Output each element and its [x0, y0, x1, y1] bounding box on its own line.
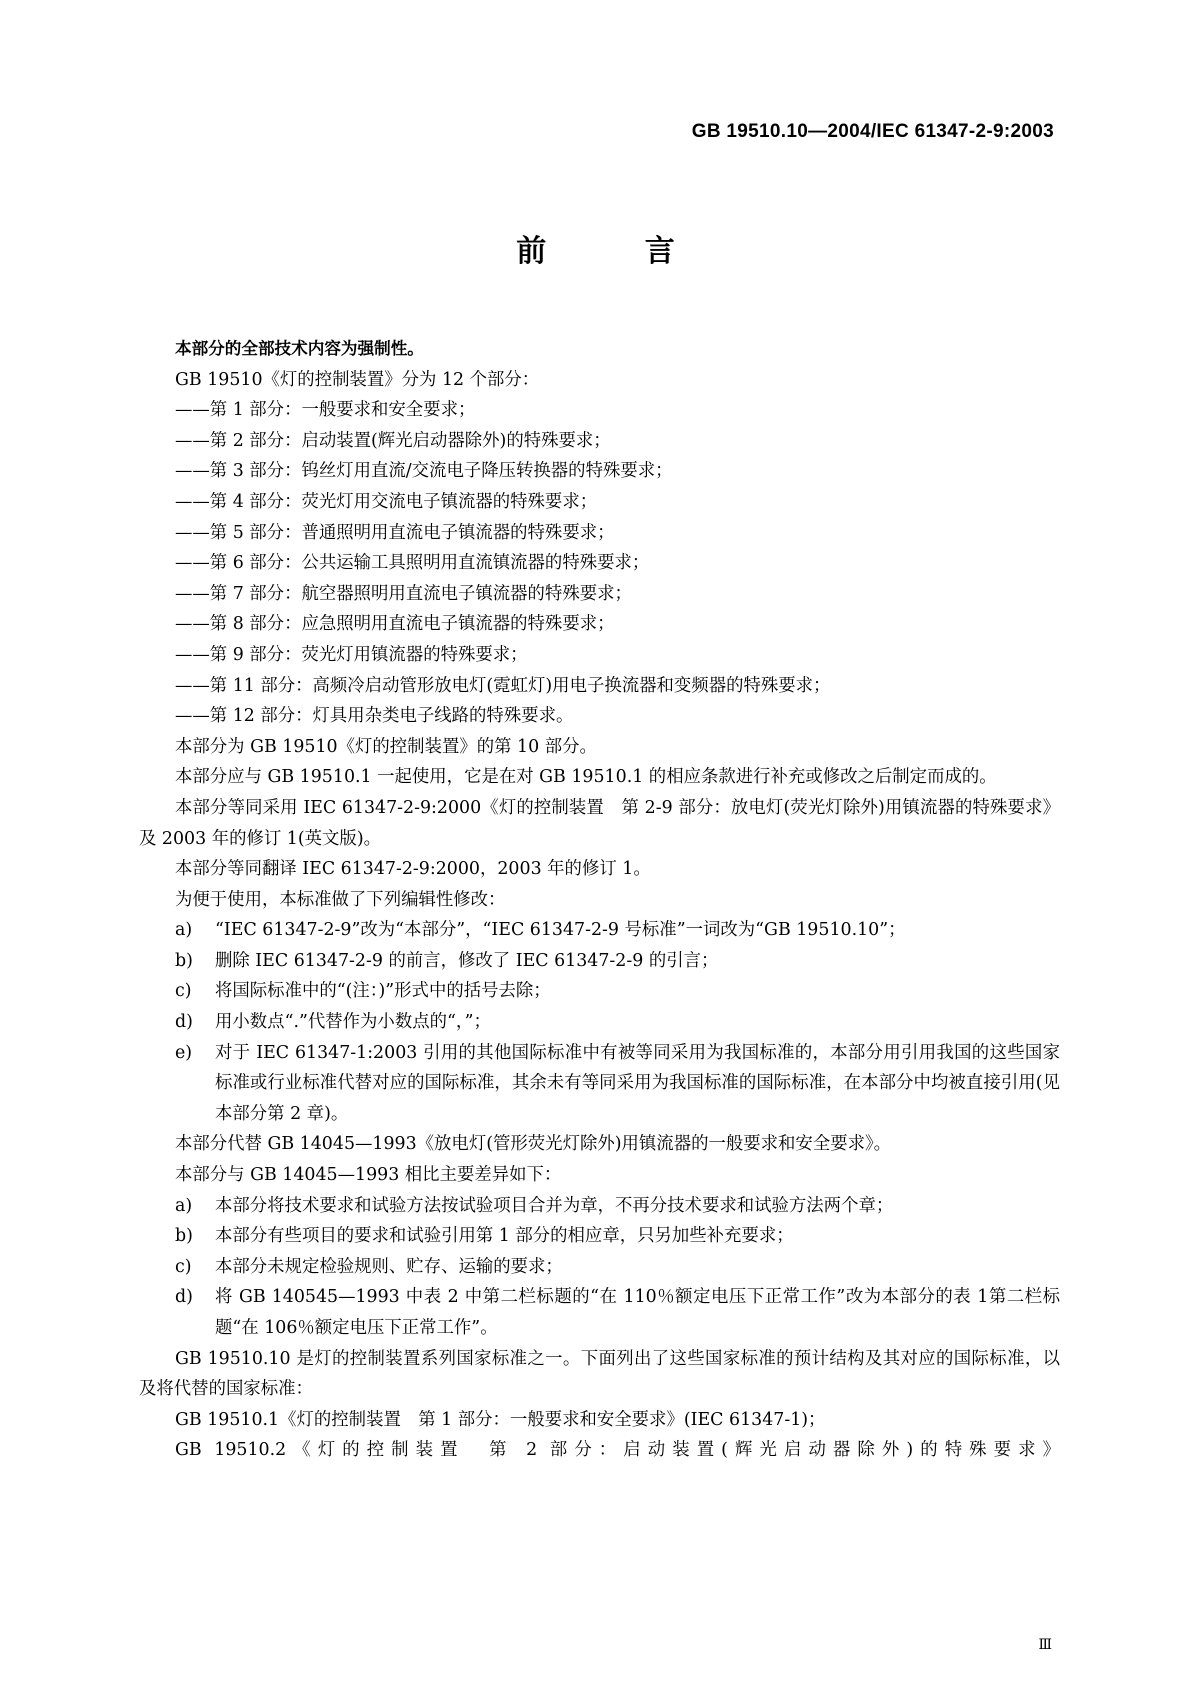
- edit-list-item: [139, 915, 1060, 946]
- list-text: 对于 IEC 61347-1:2003 引用的其他国际标准中有被等同采用为我国标准的，本部分用引用我国的这些国家标准或行业标准代替对应的国际标准，其余未有等同采用为我国标准的国际标准，在本部分中均被直接引用(见本部分第 2 章)。: [215, 1042, 1060, 1124]
- part-list-item: ——第 6 部分：公共运输工具照明用直流镇流器的特殊要求；: [175, 553, 650, 574]
- page-number: Ⅲ: [1038, 1637, 1052, 1653]
- part-list-item: ——第 9 部分：荧光灯用镇流器的特殊要求；: [175, 644, 528, 665]
- list-letter: d): [175, 1287, 193, 1308]
- diff-list-item: [139, 1221, 1060, 1252]
- list-letter: c): [175, 981, 192, 1002]
- part-list-item: ——第 5 部分：普通照明用直流电子镇流器的特殊要求；: [175, 522, 615, 543]
- diff-list-item: [139, 1282, 1060, 1343]
- edit-list-item: [139, 946, 1060, 977]
- diff-list-item: [139, 1191, 1060, 1222]
- part-list-item: ——第 12 部分：灯具用杂类电子线路的特殊要求。: [175, 706, 574, 727]
- part-list-item: ——第 11 部分：高频冷启动管形放电灯(霓虹灯)用电子换流器和变频器的特殊要求；: [175, 675, 831, 696]
- part-list-item: ——第 4 部分：荧光灯用交流电子镇流器的特殊要求；: [175, 491, 598, 512]
- list-letter: b): [175, 950, 193, 971]
- part-list-item: ——第 3 部分：钨丝灯用直流/交流电子降压转换器的特殊要求；: [175, 461, 673, 482]
- part-list-item: ——第 8 部分：应急照明用直流电子镇流器的特殊要求；: [175, 614, 615, 635]
- paragraph: GB 19510《灯的控制装置》分为 12 个部分：: [175, 369, 540, 390]
- paragraph: 本部分应与 GB 19510.1 一起使用，它是在对 GB 19510.1 的相应条款进行补充或修改之后制定而成的。: [175, 767, 997, 788]
- edit-list-item: [139, 976, 1060, 1007]
- paragraph: GB 19510.2《灯的控制装置 第 2 部分：启动装置(辉光启动器除外)的特殊要求》: [175, 1440, 1060, 1461]
- edit-list-item: [139, 1038, 1060, 1130]
- part-list-item: ——第 2 部分：启动装置(辉光启动器除外)的特殊要求；: [175, 430, 611, 451]
- list-text: “IEC 61347-2-9”改为“本部分”，“IEC 61347-2-9 号标准”一词改为“GB 19510.10”；: [215, 920, 906, 941]
- diff-list-item: [139, 1252, 1060, 1283]
- list-letter: b): [175, 1226, 193, 1247]
- part-list-item: ——第 1 部分：一般要求和安全要求；: [175, 400, 476, 421]
- list-letter: a): [175, 1195, 193, 1216]
- list-text: 本部分有些项目的要求和试验引用第 1 部分的相应章，只另加些补充要求；: [215, 1226, 794, 1247]
- list-text: 将 GB 140545—1993 中表 2 中第二栏标题的“在 110％额定电压下正常工作”改为本部分的表 1第二栏标题“在 106％额定电压下正常工作”。: [215, 1287, 1060, 1338]
- list-text: 将国际标准中的“(注：)”形式中的括号去除；: [215, 981, 551, 1002]
- list-letter: d): [175, 1012, 193, 1033]
- paragraph: 本部分与 GB 14045—1993 相比主要差异如下：: [175, 1165, 562, 1186]
- list-text: 本部分未规定检验规则、贮存、运输的要求；: [215, 1256, 563, 1277]
- paragraph: 本部分代替 GB 14045—1993《放电灯(管形荧光灯除外)用镇流器的一般要求和安全要求》。: [175, 1134, 892, 1155]
- paragraph: 为便于使用，本标准做了下列编辑性修改：: [175, 889, 506, 910]
- paragraph: 本部分等同采用 IEC 61347-2-9:2000《灯的控制装置 第 2-9 部分：放电灯(荧光灯除外)用镇流器的特殊要求》及 2003 年的修订 1(英文版)。: [139, 797, 1060, 849]
- page-title: 前 言: [516, 234, 719, 269]
- paragraph: 本部分为 GB 19510《灯的控制装置》的第 10 部分。: [175, 736, 597, 757]
- paragraph-mandatory: 本部分的全部技术内容为强制性。: [175, 339, 424, 358]
- document-header: GB 19510.10—2004/IEC 61347-2-9:2003: [691, 121, 1054, 142]
- list-letter: e): [175, 1042, 193, 1063]
- edit-list-item: [139, 1007, 1060, 1038]
- list-text: 删除 IEC 61347-2-9 的前言，修改了 IEC 61347-2-9 的引言；: [215, 950, 719, 971]
- list-text: 本部分将技术要求和试验方法按试验项目合并为章，不再分技术要求和试验方法两个章；: [215, 1195, 894, 1216]
- list-letter: c): [175, 1256, 192, 1277]
- paragraph: 本部分等同翻译 IEC 61347-2-9:2000，2003 年的修订 1。: [175, 859, 651, 880]
- list-letter: a): [175, 920, 193, 941]
- paragraph: GB 19510.10 是灯的控制装置系列国家标准之一。下面列出了这些国家标准的预计结构及其对应的国际标准，以及将代替的国家标准：: [139, 1348, 1060, 1400]
- paragraph: GB 19510.1《灯的控制装置 第 1 部分：一般要求和安全要求》(IEC 61347-1)；: [175, 1409, 826, 1430]
- foreword-body: [139, 334, 1060, 1466]
- list-text: 用小数点“.”代替作为小数点的“，”；: [215, 1012, 491, 1033]
- part-list-item: ——第 7 部分：航空器照明用直流电子镇流器的特殊要求；: [175, 583, 632, 604]
